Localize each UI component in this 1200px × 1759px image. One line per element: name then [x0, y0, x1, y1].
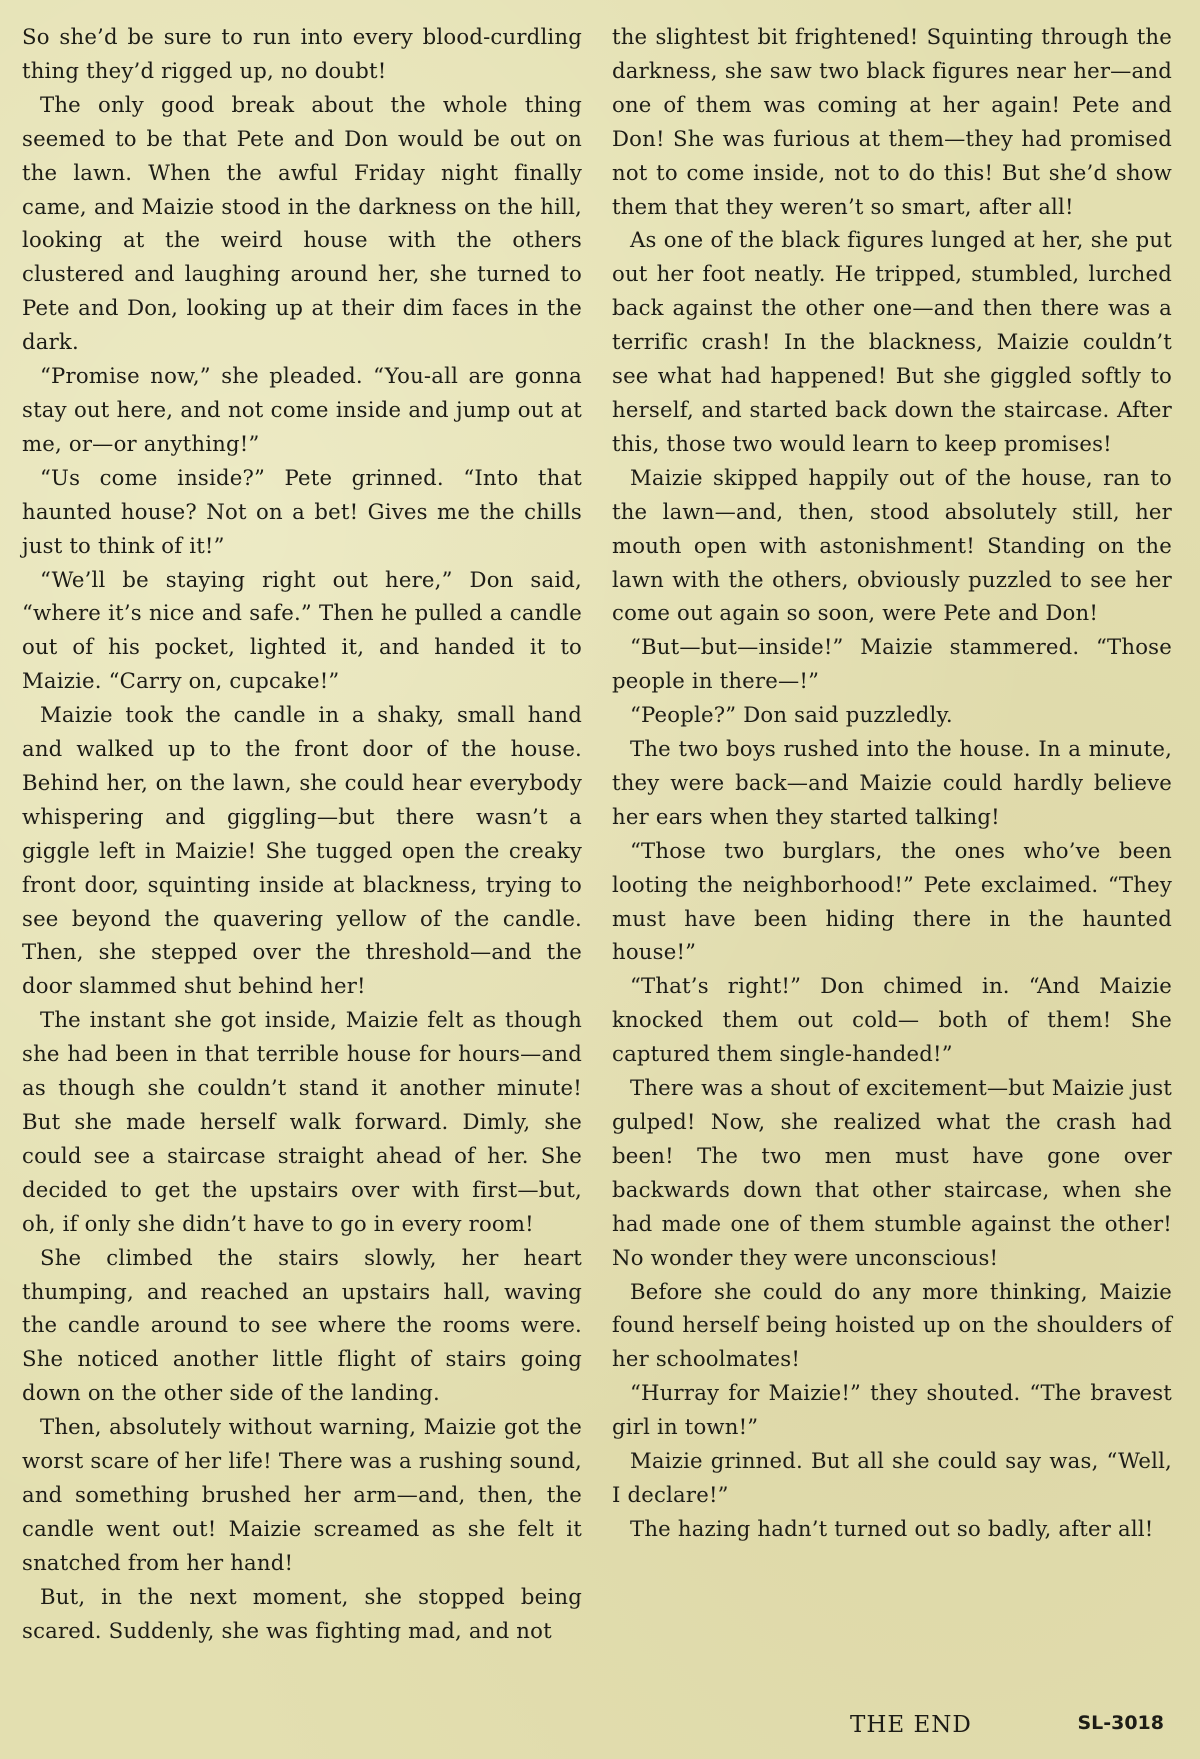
paragraph: “We’ll be staying right out here,” Don said, “where it’s nice and safe.” Then he pulled a candle out of his pocket, lighted it, and handed it to Maizie. “Carry on, cupcake!”	[22, 566, 582, 694]
paragraph: The instant she got inside, Maizie felt as though she had been in that terrible house for hours—and as though she couldn’t stand it another minute! But she made herself walk forward. Dimly, she could see a staircase straight ahead of her. She decided to get the upstairs over with first—but, oh, if only she didn’t have to go in every room!	[22, 1007, 582, 1236]
paragraph: Maizie grinned. But all she could say was, “Well, I declare!”	[612, 1448, 1172, 1507]
text-columns	[22, 20, 1172, 1710]
paragraph: “People?” Don said puzzledly.	[630, 702, 953, 728]
paragraph: The only good break about the whole thing seemed to be that Pete and Don would be out on the lawn. When the awful Friday night finally came, and Maizie stood in the darkness on the hill, looking at the weird house with the others clustered and laughing around her, she turned to Pete and Don, looking up at their dim faces in the dark.	[22, 91, 582, 355]
paragraph: “Hurray for Maizie!” they shouted. “The bravest girl in town!”	[612, 1380, 1172, 1440]
paragraph: “Those two burglars, the ones who’ve been looting the neighborhood!” Pete exclaimed. “They must have been hiding there in the haunted house!”	[612, 837, 1172, 965]
paragraph: So she’d be sure to run into every blood-curdling thing they’d rigged up, no doubt!	[22, 24, 582, 83]
the-end-label: THE END	[850, 1712, 972, 1738]
paragraph: Maizie took the candle in a shaky, small hand and walked up to the front door of the house. Behind her, on the lawn, she could hear everybody whispering and giggling—but there wasn’t a giggle left in Maizie! She tugged open the creaky front door, squinting inside at blackness, trying to see beyond the quavering yellow of the candle. Then, she stepped over the threshold—and the door slammed shut behind her!	[22, 702, 582, 999]
paragraph: Before she could do any more thinking, Maizie found herself being hoisted up on the shoulders of her schoolmates!	[612, 1278, 1172, 1372]
paragraph: “That’s right!” Don chimed in. “And Maizie knocked them out cold— both of them! She captured them single-handed!”	[612, 973, 1172, 1067]
page-footer	[22, 1712, 1172, 1748]
paragraph: She climbed the stairs slowly, her heart thumping, and reached an upstairs hall, waving the candle around to see where the rooms were. She noticed another little flight of stairs going down on the other side of the landing.	[22, 1244, 582, 1406]
page-code: SL-3018	[1077, 1712, 1164, 1734]
paragraph: the slightest bit frightened! Squinting through the darkness, she saw two black figures near her—and one of them was coming at her again! Pete and Don! She was furious at them—they had promised not to come inside, not to do this! But she’d show them that they weren’t so smart, after all!	[612, 24, 1172, 219]
paragraph: The hazing hadn’t turned out so badly, after all!	[630, 1515, 1154, 1541]
paragraph: Then, absolutely without warning, Maizie got the worst scare of her life! There was a rushing sound, and something brushed her arm—and, then, the candle went out! Maizie screamed as she felt it snatched from her hand!	[22, 1414, 582, 1575]
right-column	[612, 20, 1172, 1710]
paragraph: The two boys rushed into the house. In a minute, they were back—and Maizie could hardly believe her ears when they started talking!	[612, 736, 1172, 829]
left-column	[22, 20, 582, 1710]
paragraph: Maizie skipped happily out of the house, ran to the lawn—and, then, stood absolutely still, her mouth open with astonishment! Standing on the lawn with the others, obviously puzzled to see her come out again so soon, were Pete and Don!	[612, 464, 1172, 626]
paragraph: “Promise now,” she pleaded. “You-all are gonna stay out here, and not come inside and jump out at me, or—or anything!”	[22, 363, 582, 456]
paragraph: There was a shout of excitement—but Maizie just gulped! Now, she realized what the crash had been! The two men must have gone over backwards down that other staircase, when she had made one of them stumble against the other! No wonder they were unconscious!	[612, 1075, 1172, 1270]
paragraph: As one of the black figures lunged at her, she put out her foot neatly. He tripped, stumbled, lurched back against the other one—and then there was a terrific crash! In the blackness, Maizie couldn’t see what had happened! But she giggled softly to herself, and started back down the staircase. After this, those two would learn to keep promises!	[612, 227, 1172, 456]
paragraph: “But—but—inside!” Maizie stammered. “Those people in there—!”	[612, 634, 1172, 694]
paragraph: But, in the next moment, she stopped being scared. Suddenly, she was fighting mad, and not	[22, 1583, 582, 1643]
paragraph: “Us come inside?” Pete grinned. “Into that haunted house? Not on a bet! Gives me the chills just to think of it!”	[22, 464, 582, 558]
